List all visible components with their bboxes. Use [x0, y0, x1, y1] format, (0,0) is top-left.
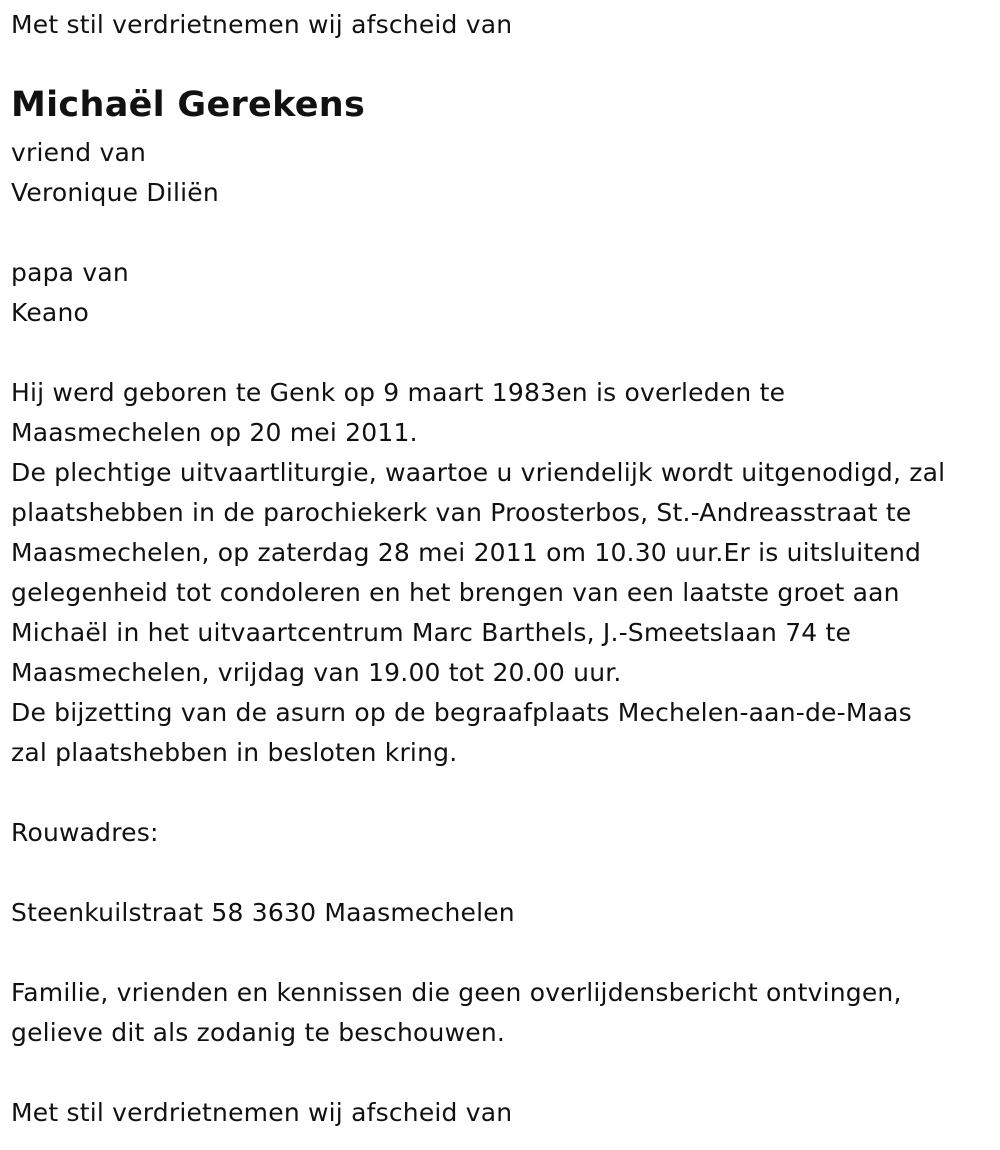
relation-role-2: papa van — [11, 258, 129, 287]
body-line: Maasmechelen, vrijdag van 19.00 tot 20.00 uur. — [11, 658, 622, 687]
body-line: De plechtige uitvaartliturgie, waartoe u vriendelijk wordt uitgenodigd, zal — [11, 458, 946, 487]
notice-line: gelieve dit als zodanig te beschouwen. — [11, 1018, 506, 1047]
relation-name-1: Veronique Diliën — [11, 178, 219, 207]
body-line: Maasmechelen, op zaterdag 28 mei 2011 om 10.30 uur.Er is uitsluitend — [11, 538, 922, 567]
address-label: Rouwadres: — [11, 818, 159, 847]
body-line: Michaël in het uitvaartcentrum Marc Barthels, J.-Smeetslaan 74 te — [11, 618, 852, 647]
body-line: zal plaatshebben in besloten kring. — [11, 738, 458, 767]
body-line: Maasmechelen op 20 mei 2011. — [11, 418, 418, 447]
opening-line: Met stil verdrietnemen wij afscheid van — [11, 10, 513, 39]
deceased-name: Michaël Gerekens — [11, 85, 366, 125]
relation-role-1: vriend van — [11, 138, 147, 167]
relation-name-2: Keano — [11, 298, 89, 327]
body-line: Hij werd geboren te Genk op 9 maart 1983en is overleden te — [11, 378, 786, 407]
body-line: plaatshebben in de parochiekerk van Proosterbos, St.-Andreasstraat te — [11, 498, 912, 527]
body-line: gelegenheid tot condoleren en het brengen van een laatste groet aan — [11, 578, 900, 607]
notice-line: Familie, vrienden en kennissen die geen overlijdensbericht ontvingen, — [11, 978, 902, 1007]
address: Steenkuilstraat 58 3630 Maasmechelen — [11, 898, 515, 927]
body-line: De bijzetting van de asurn op de begraafplaats Mechelen-aan-de-Maas — [11, 698, 912, 727]
closing-line: Met stil verdrietnemen wij afscheid van — [11, 1098, 513, 1127]
